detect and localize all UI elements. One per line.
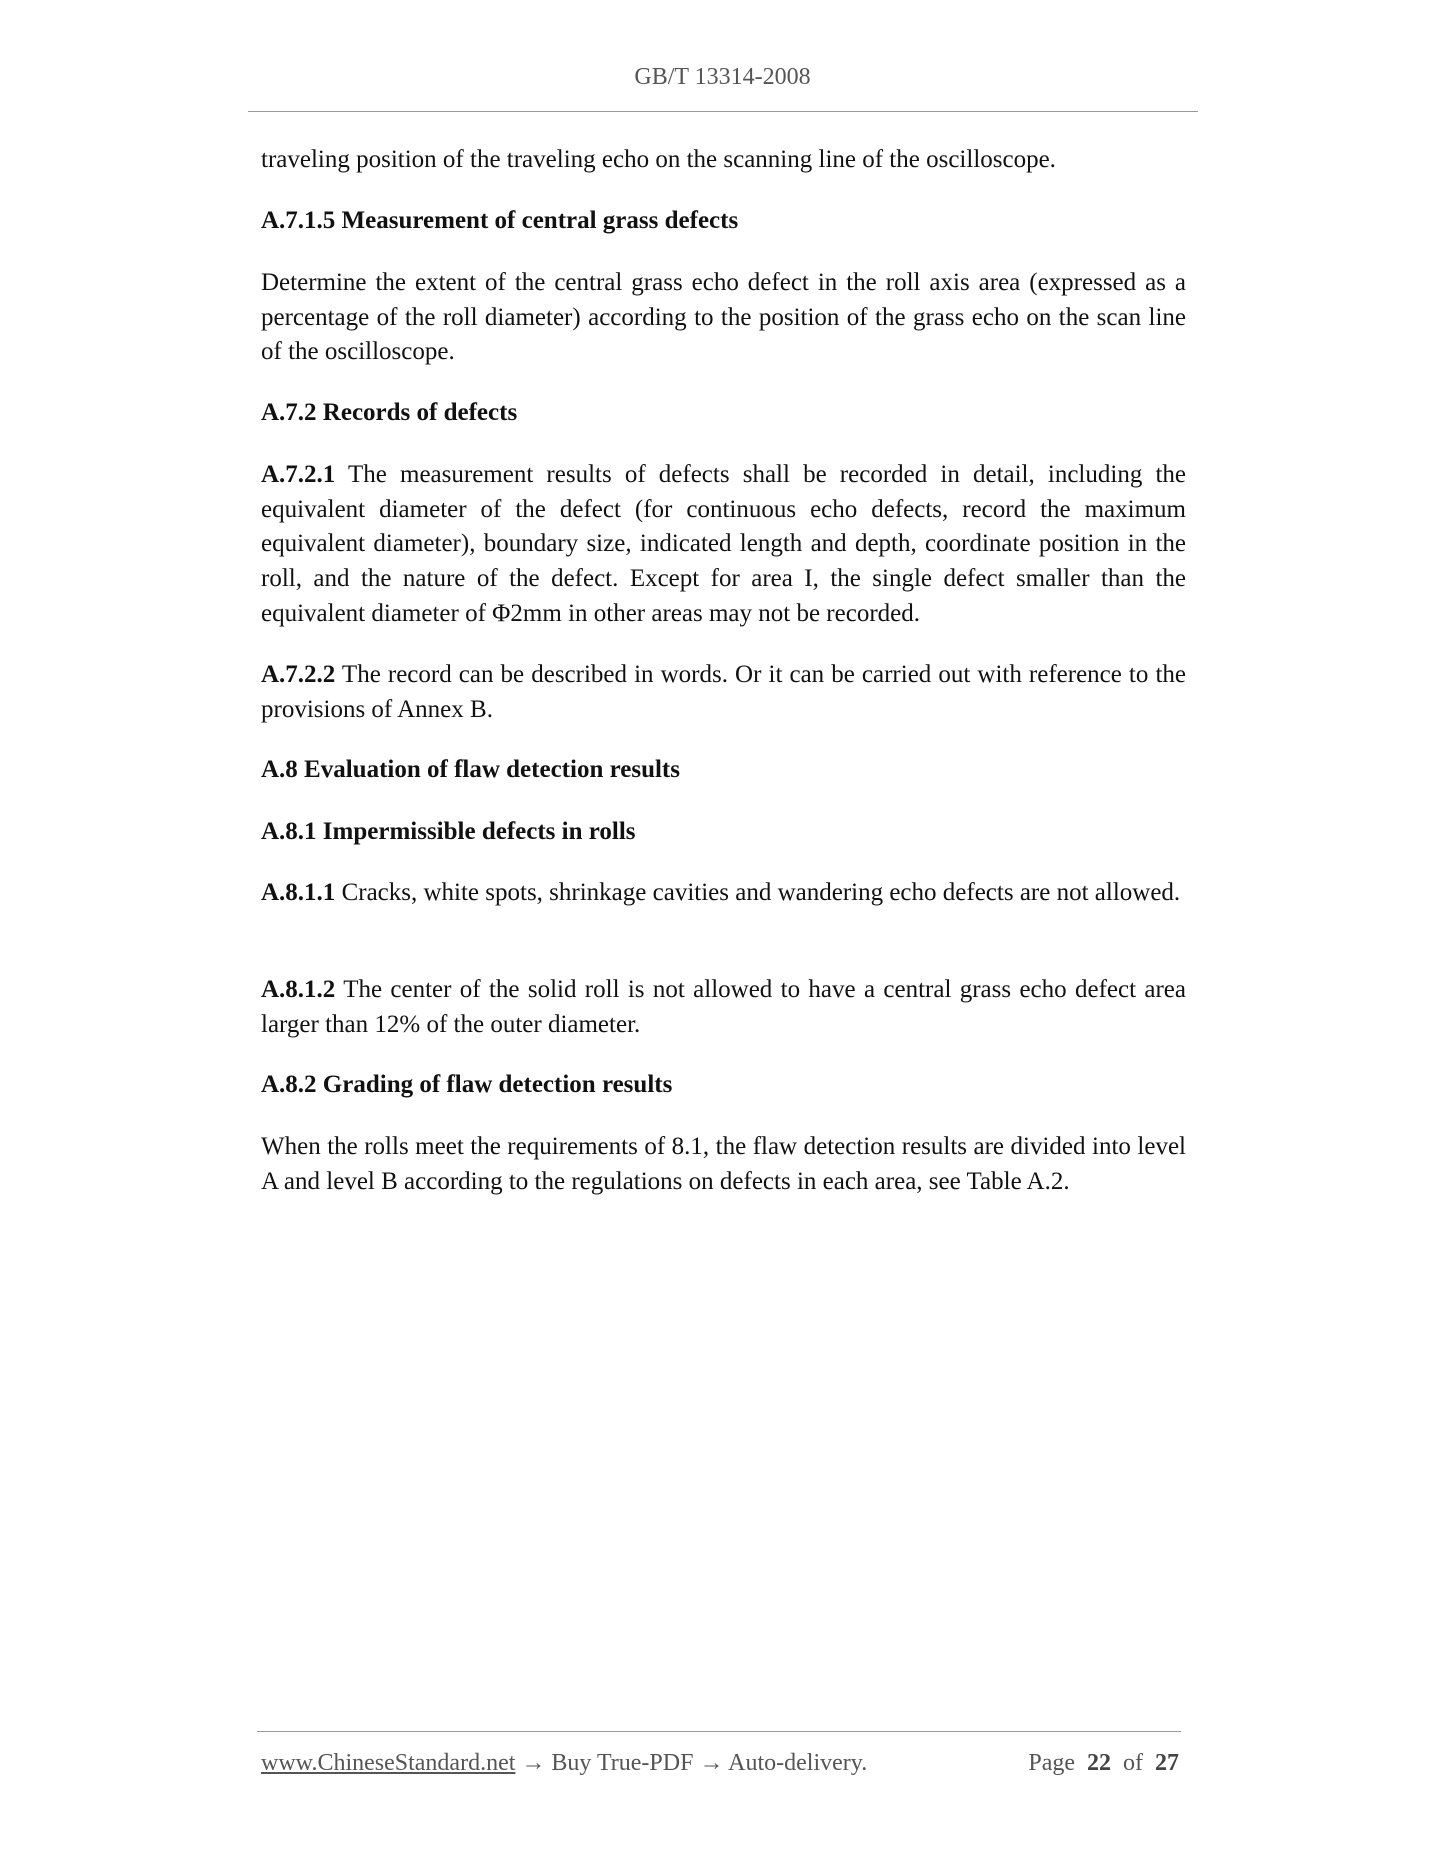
delivery-text: Auto-delivery. [728, 1750, 868, 1776]
paragraph-a811 [261, 876, 1186, 911]
clause-text: The measurement results of defects shall be recorded in detail, including the equivalent diameter of the defect (for continuous echo defects, record the maximum equivalent diameter), boundary size, indicated length and depth, coordinate position in the roll, and the nature of the defect. Except for area I, the single defect smaller than the equivalent diameter of Φ2mm in other areas may not be recorded. [261, 461, 1186, 627]
heading-a72: A.7.2 Records of defects [261, 399, 518, 426]
clause-text: Cracks, white spots, shrinkage cavities and wandering echo defects are not allowed. [335, 879, 1181, 906]
arrow-icon: → [693, 1750, 729, 1776]
clause-number: A.7.2.1 [261, 461, 336, 488]
clause-text: The record can be described in words. Or it can be carried out with reference to the provisions of Annex B. [261, 661, 1186, 723]
clause-number: A.7.2.2 [261, 661, 336, 688]
clause-number: A.8.1.1 [261, 879, 336, 906]
clause-text: The center of the solid roll is not allowed to have a central grass echo defect area larger than 12% of the outer diameter. [261, 976, 1186, 1038]
paragraph-a722 [261, 658, 1186, 727]
document-header: GB/T 13314-2008 [634, 64, 811, 90]
paragraph-a812 [261, 973, 1186, 1042]
paragraph-continuation: traveling position of the traveling echo on the scanning line of the oscilloscope. [261, 146, 1056, 173]
site-link[interactable]: www.ChineseStandard.net [261, 1750, 516, 1776]
paragraph-a721 [261, 458, 1186, 632]
footer-divider [257, 1731, 1181, 1732]
footer-promo [261, 1750, 867, 1777]
heading-a715: A.7.1.5 Measurement of central grass defects [261, 207, 739, 234]
page-total: 27 [1155, 1750, 1179, 1776]
paragraph-a715: Determine the extent of the central grass echo defect in the roll axis area (expressed as a percentage of the roll diameter) according to the position of the grass echo on the scan line of the oscilloscope. [261, 269, 1186, 366]
header-divider [248, 111, 1198, 112]
arrow-icon: → [515, 1750, 552, 1776]
heading-a8: A.8 Evaluation of flaw detection results [261, 756, 680, 783]
page-indicator [1028, 1750, 1179, 1777]
heading-a81: A.8.1 Impermissible defects in rolls [261, 818, 636, 845]
page-label: Page [1028, 1750, 1075, 1776]
buy-text: Buy True-PDF [551, 1750, 694, 1776]
paragraph-a82: When the rolls meet the requirements of 8.1, the flaw detection results are divided into level A and level B according to the regulations on defects in each area, see Table A.2. [261, 1133, 1186, 1195]
of-label: of [1123, 1750, 1143, 1776]
clause-number: A.8.1.2 [261, 976, 336, 1003]
heading-a82: A.8.2 Grading of flaw detection results [261, 1071, 673, 1098]
page-number: 22 [1087, 1750, 1111, 1776]
